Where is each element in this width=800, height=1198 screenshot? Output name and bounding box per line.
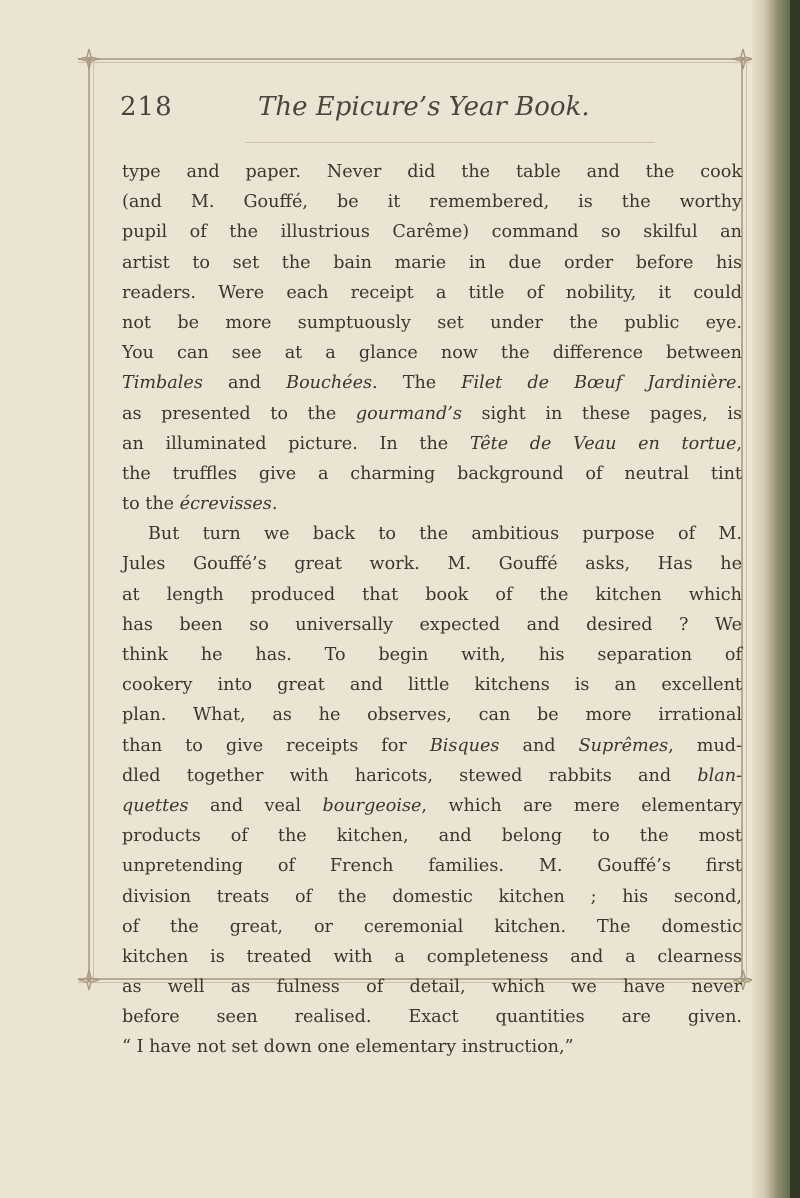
corner-ornament-icon [732, 48, 754, 70]
text-line [122, 308, 742, 338]
text-run: as presented to the [122, 403, 356, 424]
text-run: has been so universally expected and desired ? We [122, 614, 742, 635]
page-number: 218 [120, 92, 173, 122]
text-run: of the great, or ceremonial kitchen. The domestic [122, 916, 742, 937]
running-title: The Epicure’s Year Book. [258, 92, 590, 122]
italic-phrase: Suprêmes [578, 735, 669, 756]
frame-right-rule-inner [746, 58, 747, 982]
frame-left-rule [88, 58, 90, 982]
text-line [122, 610, 742, 640]
text-line [122, 670, 742, 700]
text-run: (and M. Gouffé, be it remembered, is the worthy [122, 192, 742, 213]
text-line [122, 700, 742, 730]
text-run: kitchen is treated with a completeness and a clearness [122, 946, 742, 967]
text-line [122, 640, 742, 670]
text-run: But turn we back to the ambitious purpose of M. [148, 524, 742, 545]
text-line [122, 429, 742, 459]
text-run: as well as fulness of detail, which we have never [122, 977, 742, 998]
text-line [122, 1032, 742, 1062]
italic-phrase: Tête de Veau en tortue [469, 433, 737, 454]
italic-phrase: bourgeoise [322, 795, 422, 816]
text-run: not be more sumptuously set under the public eye. [122, 312, 742, 333]
text-line [122, 580, 742, 610]
text-line [122, 217, 742, 247]
text-run: . [736, 373, 742, 394]
text-run: sight in these pages, is [461, 403, 743, 424]
text-line [122, 791, 742, 821]
text-run: readers. Were each receipt a title of nobility, it could [122, 282, 742, 303]
running-header [120, 92, 740, 132]
text-run: “ I have not set down one elementary instruction,” [122, 1037, 574, 1058]
italic-phrase: gourmand’s [355, 403, 462, 424]
text-run: than to give receipts for [122, 735, 430, 756]
text-run: cookery into great and little kitchens is an excellent [122, 675, 742, 696]
text-line [122, 278, 742, 308]
italic-phrase: blan- [697, 765, 742, 786]
text-line [122, 821, 742, 851]
italic-phrase: écrevisses [179, 494, 272, 515]
italic-phrase: Bisques [429, 735, 500, 756]
text-run: and [499, 735, 579, 756]
text-run: the truffles give a charming background of neutral tint [122, 463, 742, 484]
text-run: , which are mere elementary [421, 795, 743, 816]
text-run: think he has. To begin with, his separation of [122, 645, 742, 665]
header-rule [245, 142, 655, 143]
frame-top-rule [78, 58, 750, 60]
frame-left-rule-inner [93, 58, 94, 982]
text-run: plan. What, as he observes, can be more irrational [122, 705, 742, 726]
italic-phrase: Bouchées [286, 373, 373, 394]
text-line [122, 519, 742, 549]
italic-phrase: Filet de Bœuf Jardinière [461, 373, 737, 394]
text-run: before seen realised. Exact quantities are given. [122, 1007, 742, 1028]
text-line [122, 972, 742, 1002]
text-run: , mud- [668, 735, 742, 756]
italic-phrase: Timbales [122, 373, 203, 394]
text-line [122, 248, 742, 278]
text-run: , [736, 433, 742, 454]
text-run: dled together with haricots, stewed rabbits and [122, 765, 698, 786]
text-line [122, 489, 742, 519]
text-line [122, 549, 742, 579]
text-run: to the [122, 494, 180, 515]
body-text [122, 157, 742, 1063]
text-line [122, 882, 742, 912]
text-line [122, 338, 742, 368]
corner-ornament-icon [78, 969, 100, 991]
text-line [122, 731, 742, 761]
italic-phrase: quettes [122, 795, 189, 816]
text-line [122, 912, 742, 942]
text-run: unpretending of French families. M. Gouffé’s first [122, 856, 742, 877]
text-run: and veal [188, 795, 323, 816]
text-line [122, 851, 742, 881]
text-run: artist to set the bain marie in due order before his [122, 252, 742, 273]
text-line [122, 368, 742, 398]
text-line [122, 459, 742, 489]
text-run: an illuminated picture. In the [122, 433, 470, 454]
text-line [122, 1002, 742, 1032]
text-run: at length produced that book of the kitchen which [122, 584, 742, 605]
text-run: pupil of the illustrious Carême) command so skilful an [122, 222, 742, 243]
text-line [122, 399, 742, 429]
text-line [122, 187, 742, 217]
text-run: products of the kitchen, and belong to the most [122, 826, 742, 847]
text-run: and [202, 373, 287, 394]
text-run: type and paper. Never did the table and the cook [122, 162, 742, 182]
text-line [122, 157, 742, 187]
frame-top-rule-inner [78, 62, 750, 63]
text-line [122, 761, 742, 791]
text-run: You can see at a glance now the difference between [122, 343, 742, 364]
book-binding [790, 0, 800, 1198]
text-run: Jules Gouffé’s great work. M. Gouffé asks, Has he [122, 554, 742, 575]
text-run: . [271, 494, 278, 515]
text-run: . The [372, 373, 462, 394]
text-line [122, 942, 742, 972]
text-run: division treats of the domestic kitchen ; his second, [122, 886, 742, 907]
corner-ornament-icon [78, 48, 100, 70]
